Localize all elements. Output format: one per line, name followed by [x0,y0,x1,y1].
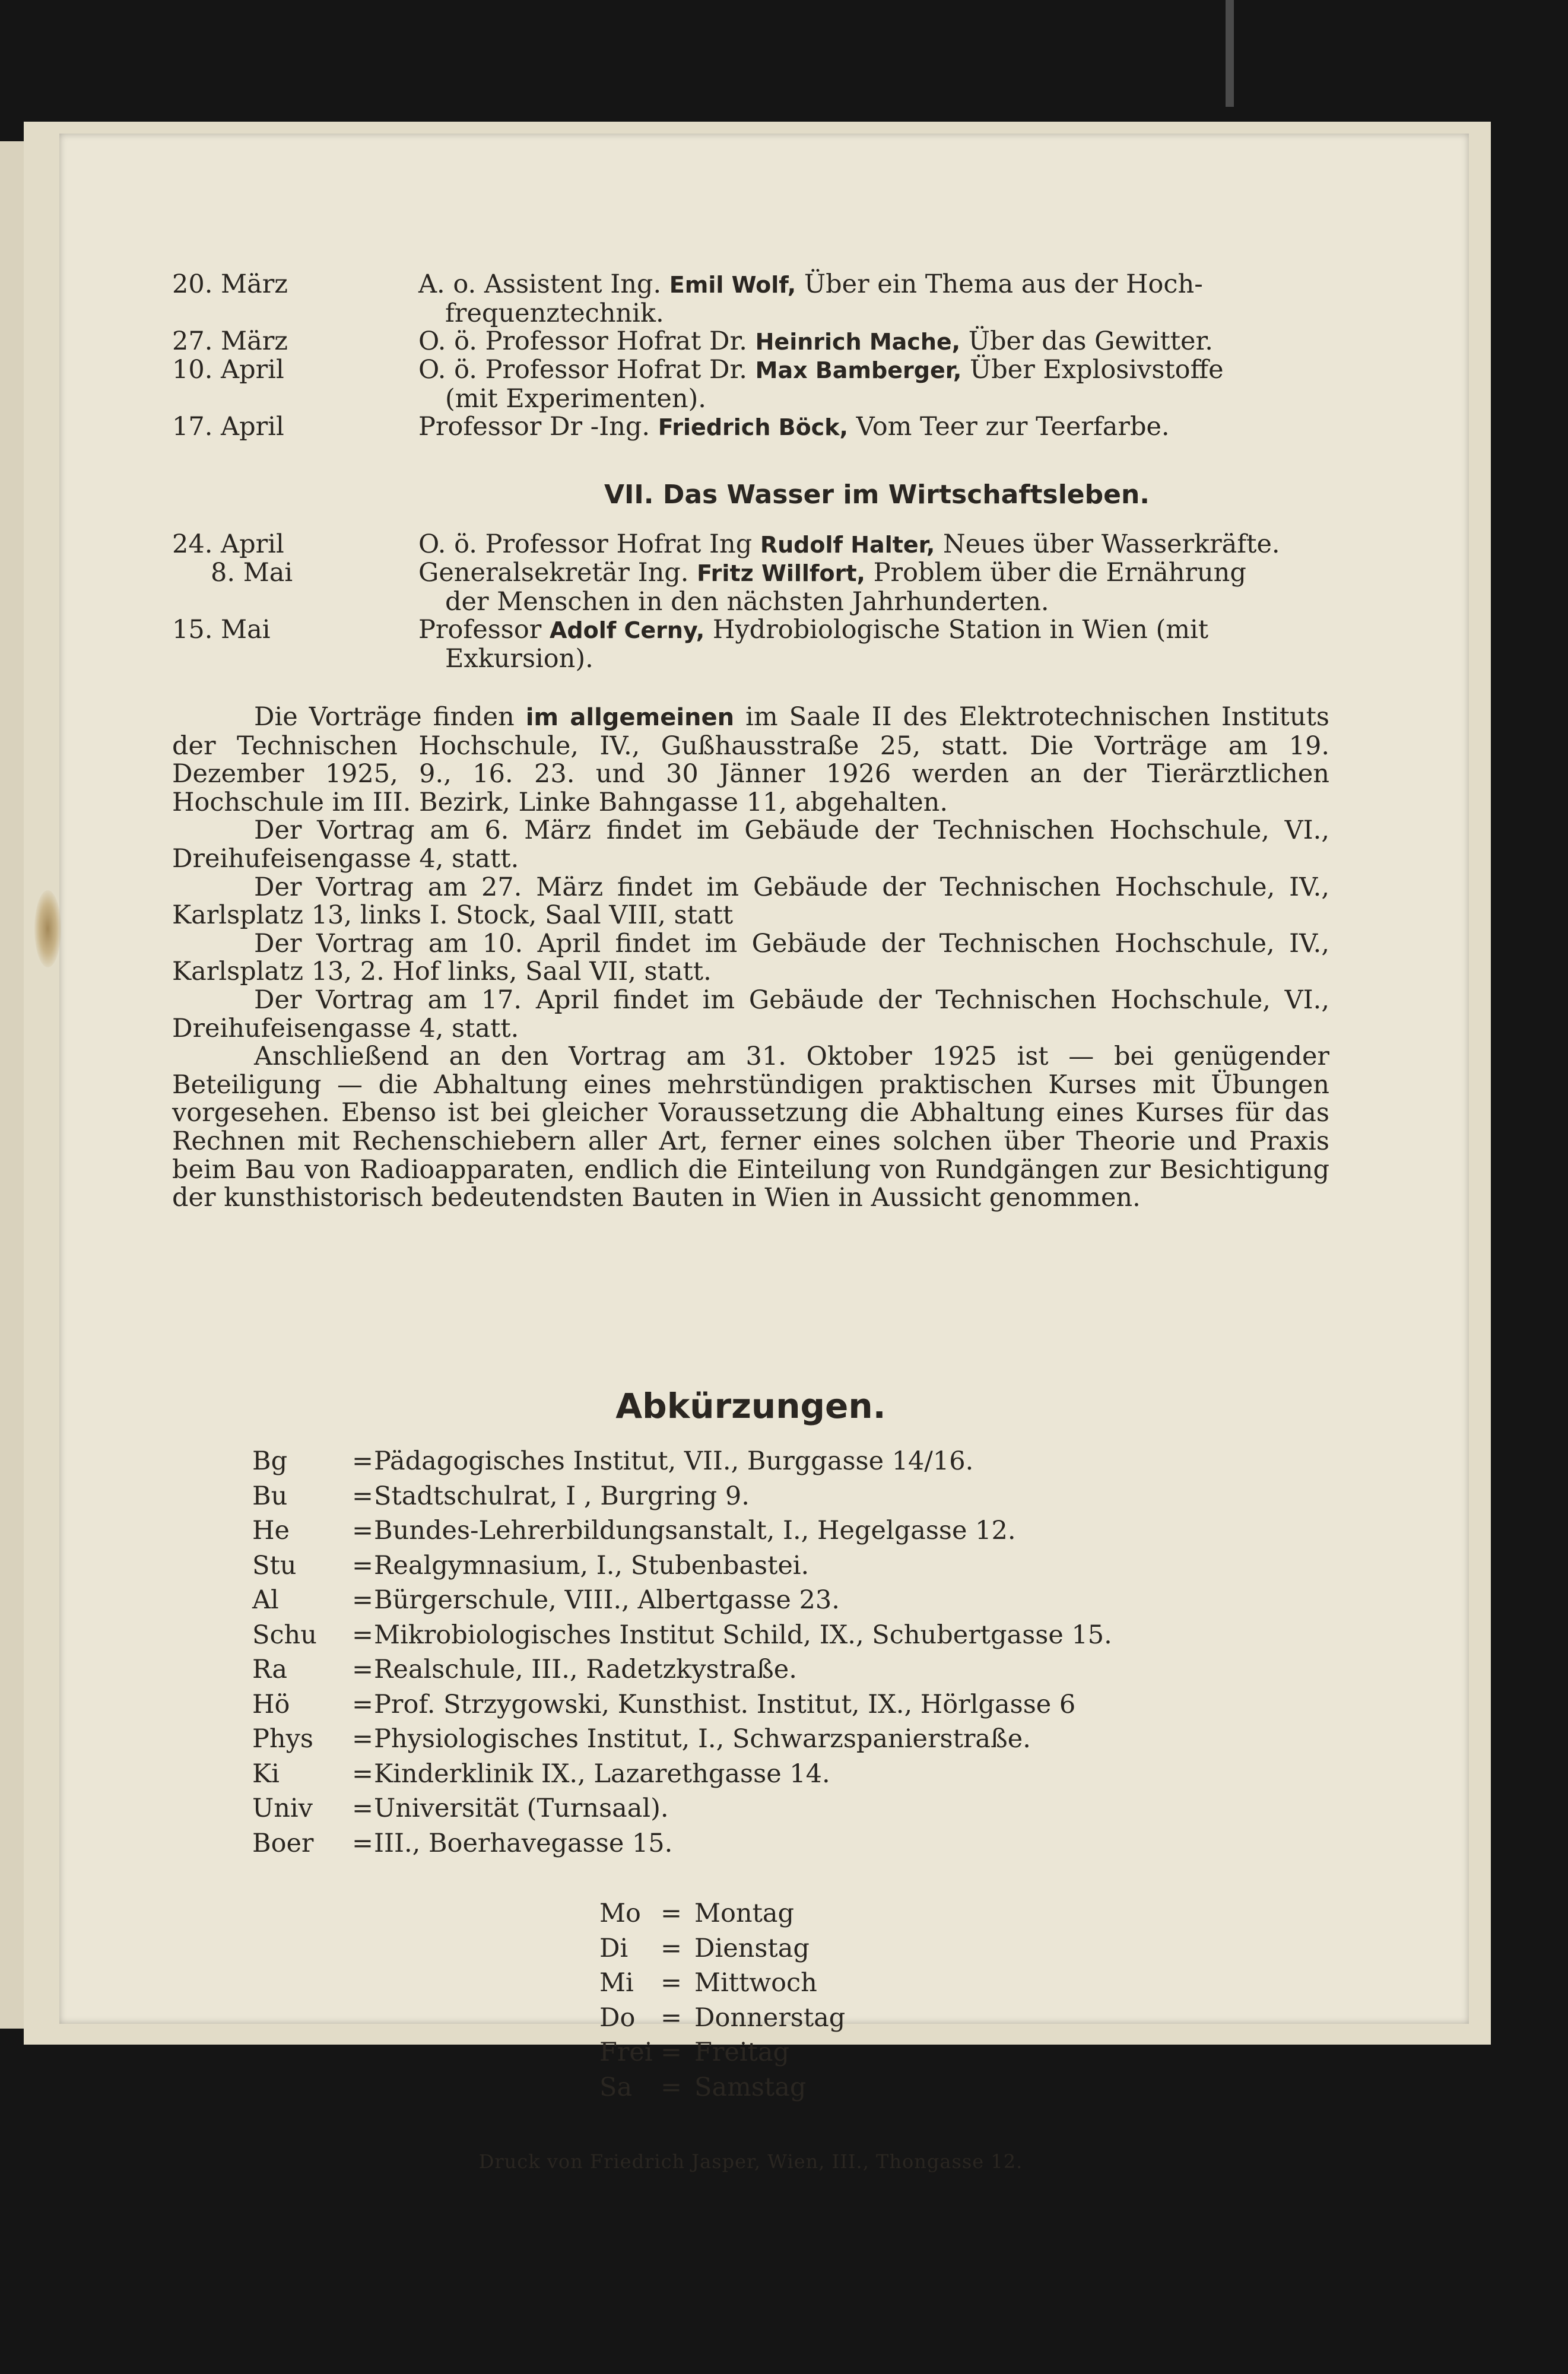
lecture-description: O. ö. Professor Hofrat Dr. Heinrich Mache, Über das Gewitter. [418,326,1213,356]
weekday-key: Mi [599,1968,634,1998]
abbreviation-value: Prof. Strzygowski, Kunsthist. Institut, IX., Hörlgasse 6 [374,1689,1076,1719]
abbreviation-key: Hö [252,1689,290,1719]
abbreviation-value: Kinderklinik IX., Lazarethgasse 14. [374,1759,830,1789]
weekday-key: Do [599,2002,636,2033]
lecturer-name: Max Bamberger, [755,357,962,383]
emphasis: im allgemeinen [525,704,735,731]
abbreviation-row [252,1791,1142,1826]
abbreviation-row [252,1687,1142,1722]
abbreviation-key: Ra [252,1655,287,1684]
lecturer-name: Fritz Willfort, [697,560,865,586]
abbreviation-key: Bu [252,1481,288,1511]
weekday-value: Donnerstag [694,2002,846,2033]
weekday-value: Mittwoch [694,1968,817,1998]
abbreviation-value: Pädagogisches Institut, VII., Burggasse 14/16. [374,1446,974,1476]
abbreviation-value: Bürgerschule, VIII., Albertgasse 23. [374,1585,840,1615]
abbreviation-value: Universität (Turnsaal). [374,1794,669,1823]
equals-sign: = [352,1655,374,1684]
abbreviation-value: Stadtschulrat, I , Burgring 9. [374,1481,750,1511]
abbreviation-row [252,1757,1142,1792]
lecture-date: 20. März [172,269,288,299]
paper-stain [34,890,61,967]
lecture-date: 27. März [172,326,288,356]
abbreviation-value: Physiologisches Institut, I., Schwarzspanierstraße. [374,1724,1031,1754]
equals-sign: = [352,1550,374,1580]
equals-sign: = [352,1585,374,1615]
section-heading: VII. Das Wasser im Wirtschaftsleben. [604,480,1150,510]
abbreviation-key: Stu [252,1550,297,1580]
abbreviations-title: Abkürzungen. [615,1386,886,1426]
equals-sign: = [352,1481,374,1511]
weekday-abbreviations [599,1896,1015,2105]
abbreviation-row [252,1826,1142,1861]
abbreviation-key: He [252,1516,290,1545]
abbreviation-value: Bundes-Lehrerbildungsanstalt, I., Hegelgasse 12. [374,1516,1016,1545]
abbreviation-row [252,1618,1142,1653]
abbreviation-row [252,1513,1142,1548]
abbreviation-value: Realgymnasium, I., Stubenbastei. [374,1550,810,1580]
abbreviation-key: Bg [252,1446,288,1476]
lecture-description: Generalsekretär Ing. Fritz Willfort, Problem über die Ernährung der Menschen in den nächsten Jahrhunderten. [418,558,1246,617]
weekday-row [599,2035,1015,2070]
abbreviation-row [252,1548,1142,1583]
equals-sign: = [661,2002,683,2033]
equals-sign: = [352,1620,374,1650]
abbreviation-key: Al [252,1585,279,1615]
paragraph: Der Vortrag am 27. März findet im Gebäude der Technischen Hochschule, IV., Karlsplatz 13, links I. Stock, Saal VIII, statt [172,872,1329,931]
paragraph: Anschließend an den Vortrag am 31. Oktober 1925 ist — bei genügender Beteiligung — die Abhaltung eines mehrstündigen praktischen Kurses mit Übungen vorgesehen. Ebenso ist bei gleicher Voraussetzung die Abhaltung eines Kurses für das Rechnen mit Rechenschiebern aller Art, ferner eines solchen über Theorie und Praxis beim Bau von Radioapparaten, endlich die Einteilung von Rundgängen zur Besichtigung der kunsthistorisch bedeutendsten Bauten in Wien in Aussicht genommen. [172,1042,1329,1213]
equals-sign: = [661,1968,683,1998]
paragraph: Der Vortrag am 6. März findet im Gebäude der Technischen Hochschule, VI., Dreihufeisengasse 4, statt. [172,815,1329,874]
lecture-description: Professor Adolf Cerny, Hydrobiologische Station in Wien (mit Exkursion). [418,615,1209,674]
abbreviation-key: Phys [252,1724,313,1754]
equals-sign: = [352,1724,374,1754]
equals-sign: = [352,1446,374,1476]
abbreviation-row [252,1583,1142,1618]
lecture-date: 15. Mai [172,615,271,645]
lecturer-name: Emil Wolf, [669,272,796,298]
binder-clip [1226,0,1234,107]
equals-sign: = [352,1516,374,1545]
lecture-date: 24. April [172,529,284,559]
abbreviation-row [252,1722,1142,1757]
lecture-date: 17. April [172,412,284,442]
equals-sign: = [352,1689,374,1719]
lecture-description: O. ö. Professor Hofrat Ing Rudolf Halter, Neues über Wasserkräfte. [418,529,1280,559]
abbreviation-key: Boer [252,1828,314,1858]
weekday-value: Freitag [694,2037,790,2067]
lecturer-name: Rudolf Halter, [760,532,935,558]
lecture-date: 10. April [172,355,284,385]
abbreviation-value: Mikrobiologisches Institut Schild, IX., Schubertgasse 15. [374,1620,1112,1650]
paragraph: Die Vorträge finden im allgemeinen im Saale II des Elektrotechnischen Instituts der Technischen Hochschule, IV., Gußhausstraße 25, statt. Die Vorträge am 19. Dezember 1925, 9., 16. 23. und 30 Jänner 1926 werden an der Tierärztlichen Hochschule im III. Bezirk, Linke Bahngasse 11, abgehalten. [172,702,1329,817]
weekday-row [599,2070,1015,2105]
abbreviation-key: Schu [252,1620,317,1650]
abbreviation-key: Ki [252,1759,280,1789]
weekday-key: Sa [599,2072,633,2102]
equals-sign: = [352,1794,374,1823]
equals-sign: = [352,1759,374,1789]
lecture-description: A. o. Assistent Ing. Emil Wolf, Über ein Thema aus der Hoch- frequenztechnik. [418,269,1203,328]
weekday-value: Dienstag [694,1933,810,1963]
weekday-row [599,1966,1015,2001]
lecture-description: Professor Dr -Ing. Friedrich Böck, Vom Teer zur Teerfarbe. [418,412,1170,442]
equals-sign: = [661,2037,683,2067]
abbreviation-row [252,1444,1142,1479]
weekday-row [599,2001,1015,2036]
abbreviation-row [252,1652,1142,1687]
abbreviation-key: Univ [252,1794,313,1823]
lecturer-name: Heinrich Mache, [755,329,961,355]
equals-sign: = [352,1828,374,1858]
paragraph: Der Vortrag am 10. April findet im Gebäude der Technischen Hochschule, IV., Karlsplatz 13, 2. Hof links, Saal VII, statt. [172,928,1329,987]
abbreviation-value: Realschule, III., Radetzkystraße. [374,1655,797,1684]
document-page [59,134,1469,2173]
weekday-key: Frei [599,2037,653,2067]
lecturer-name: Friedrich Böck, [658,414,848,440]
lecture-date: 8. Mai [211,558,293,588]
equals-sign: = [661,2072,683,2102]
info-text [172,703,1329,1213]
lecturer-name: Adolf Cerny, [550,617,705,643]
weekday-key: Mo [599,1899,641,1928]
abbreviation-row [252,1479,1142,1514]
weekday-row [599,1931,1015,1966]
abbreviation-value: III., Boerhavegasse 15. [374,1828,673,1858]
printer-imprint: Druck von Friedrich Jasper, Wien, III., Thongasse 12. [478,2150,1023,2173]
equals-sign: = [661,1933,683,1963]
weekday-value: Samstag [694,2072,807,2102]
weekday-value: Montag [694,1899,795,1928]
paragraph: Der Vortrag am 17. April findet im Gebäude der Technischen Hochschule, VI., Dreihufeisengasse 4, statt. [172,985,1329,1043]
weekday-key: Di [599,1933,629,1963]
weekday-row [599,1896,1015,1931]
lecture-description: O. ö. Professor Hofrat Dr. Max Bamberger, Über Explosivstoffe (mit Experimenten). [418,355,1224,414]
equals-sign: = [661,1899,683,1928]
abbreviations-list [252,1444,1142,1861]
